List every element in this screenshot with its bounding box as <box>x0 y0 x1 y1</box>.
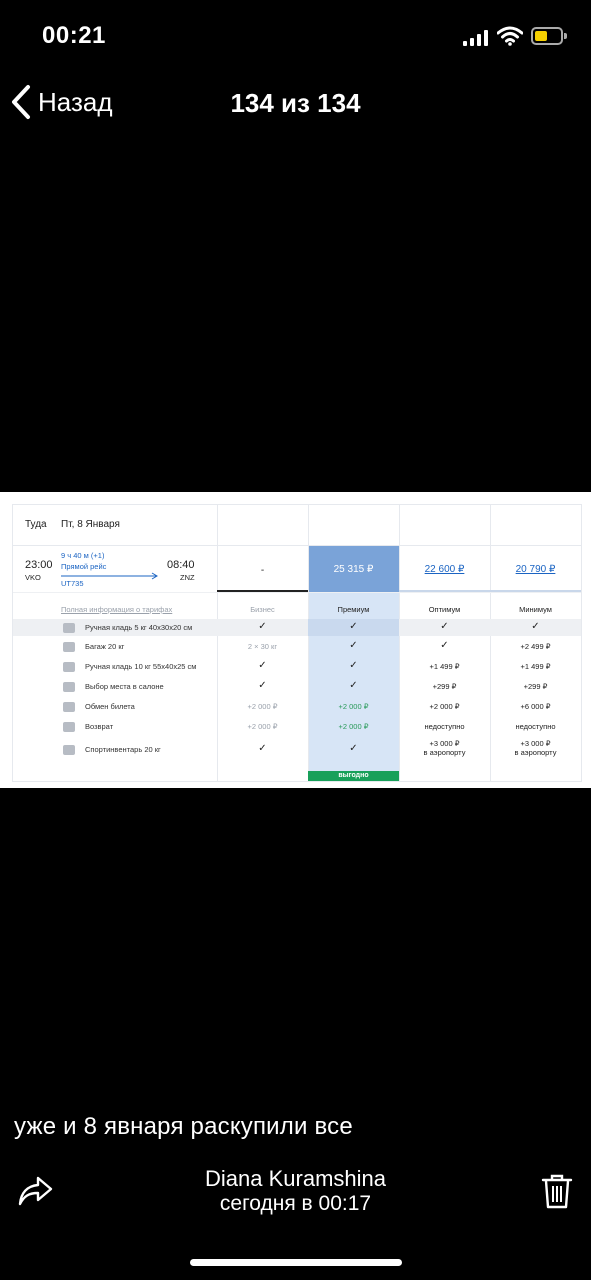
sent-time: сегодня в 00:17 <box>219 1192 372 1215</box>
refund-icon <box>63 722 75 732</box>
cell-value: ✓ <box>349 660 358 671</box>
sender-name: Diana Kuramshina <box>205 1166 386 1191</box>
direction-label: Туда <box>25 519 47 530</box>
cell-value: ✓ <box>440 621 449 632</box>
cell-value: +2 000 ₽ <box>247 722 278 731</box>
cell-value: +2 000 ₽ <box>338 722 369 731</box>
battery-icon <box>531 27 563 45</box>
cell-value: 2 × 30 кг <box>247 642 278 651</box>
cell-value: +1 499 ₽ <box>429 662 460 671</box>
cell-value: ✓ <box>440 640 449 651</box>
hand-luggage-large-icon <box>63 662 75 672</box>
departure-time: 23:00 <box>25 559 53 571</box>
row-label: Багаж 20 кг <box>85 642 125 651</box>
row-label: Ручная кладь 5 кг 40x30x20 см <box>85 623 193 632</box>
cell-value: ✓ <box>258 660 267 671</box>
cell-value: ✓ <box>349 680 358 691</box>
cell-value: ✓ <box>531 621 540 632</box>
cell-value: ✓ <box>349 621 358 632</box>
arrival-time: 08:40 <box>167 559 195 571</box>
cell-value: +3 000 ₽ <box>429 739 460 748</box>
cell-value: недоступно <box>424 722 465 731</box>
cell-value: +2 000 ₽ <box>429 702 460 711</box>
photo-content[interactable] <box>0 492 591 788</box>
row-divider <box>13 592 581 593</box>
cellular-signal-icon <box>463 30 489 46</box>
back-label: Назад <box>38 86 113 117</box>
cell-value: +2 000 ₽ <box>338 702 369 711</box>
price-minimum[interactable]: 20 790 ₽ <box>515 564 556 575</box>
cell-subvalue: в аэропорту <box>514 748 557 757</box>
row-label: Выбор места в салоне <box>85 682 164 691</box>
flight-duration: 9 ч 40 м (+1) <box>61 551 105 560</box>
departure-airport: VKO <box>25 573 41 582</box>
price-biznes: - <box>260 565 265 576</box>
status-time: 00:21 <box>42 22 106 49</box>
cell-value: +299 ₽ <box>432 682 457 691</box>
arrival-airport: ZNZ <box>180 573 195 582</box>
flight-type: Прямой рейс <box>61 562 107 571</box>
row-label: Обмен билета <box>85 702 135 711</box>
row-label: Возврат <box>85 722 114 731</box>
cell-value: +6 000 ₽ <box>520 702 551 711</box>
bicycle-icon <box>63 745 75 755</box>
tariff-biznes[interactable]: Бизнес <box>250 605 275 614</box>
route-arrow-icon <box>61 567 159 575</box>
photo-caption: уже и 8 явнаря раскупили все <box>14 1113 353 1140</box>
cell-value: +299 ₽ <box>523 682 548 691</box>
home-indicator[interactable] <box>190 1259 402 1266</box>
share-button[interactable] <box>18 1174 54 1213</box>
cell-value: ✓ <box>258 680 267 691</box>
seat-icon <box>63 682 75 692</box>
row-label: Спортинвентарь 20 кг <box>85 745 161 754</box>
cell-value: ✓ <box>349 640 358 651</box>
cell-value: ✓ <box>258 621 267 632</box>
price-premium[interactable]: 25 315 ₽ <box>333 564 374 575</box>
tariff-optimum[interactable]: Оптимум <box>428 605 461 614</box>
flight-date: Пт, 8 Января <box>61 519 120 530</box>
price-optimum[interactable]: 22 600 ₽ <box>424 564 465 575</box>
media-counter: 134 из 134 <box>230 88 361 118</box>
best-value-badge: выгодно <box>308 771 399 781</box>
tariff-minimum[interactable]: Минимум <box>519 605 552 614</box>
baggage-icon <box>63 642 75 652</box>
cell-value: +1 499 ₽ <box>520 662 551 671</box>
cell-value: +2 499 ₽ <box>520 642 551 651</box>
wifi-icon <box>497 26 523 51</box>
hand-luggage-icon <box>63 623 75 633</box>
cell-value: +2 000 ₽ <box>247 702 278 711</box>
cell-value: ✓ <box>349 743 358 754</box>
tariff-info-link[interactable]: Полная информация о тарифах <box>61 605 173 614</box>
delete-button[interactable] <box>541 1173 573 1214</box>
trash-icon <box>541 1173 573 1209</box>
cell-value: +3 000 ₽ <box>520 739 551 748</box>
fare-table-card <box>12 504 582 782</box>
cell-subvalue: в аэропорту <box>423 748 466 757</box>
cell-value: недоступно <box>515 722 556 731</box>
row-label: Ручная кладь 10 кг 55x40x25 см <box>85 662 197 671</box>
share-icon <box>18 1174 54 1208</box>
cell-value: ✓ <box>258 743 267 754</box>
flight-number[interactable]: UT735 <box>61 579 84 588</box>
exchange-icon <box>63 702 75 712</box>
tariff-premium[interactable]: Премиум <box>337 605 370 614</box>
